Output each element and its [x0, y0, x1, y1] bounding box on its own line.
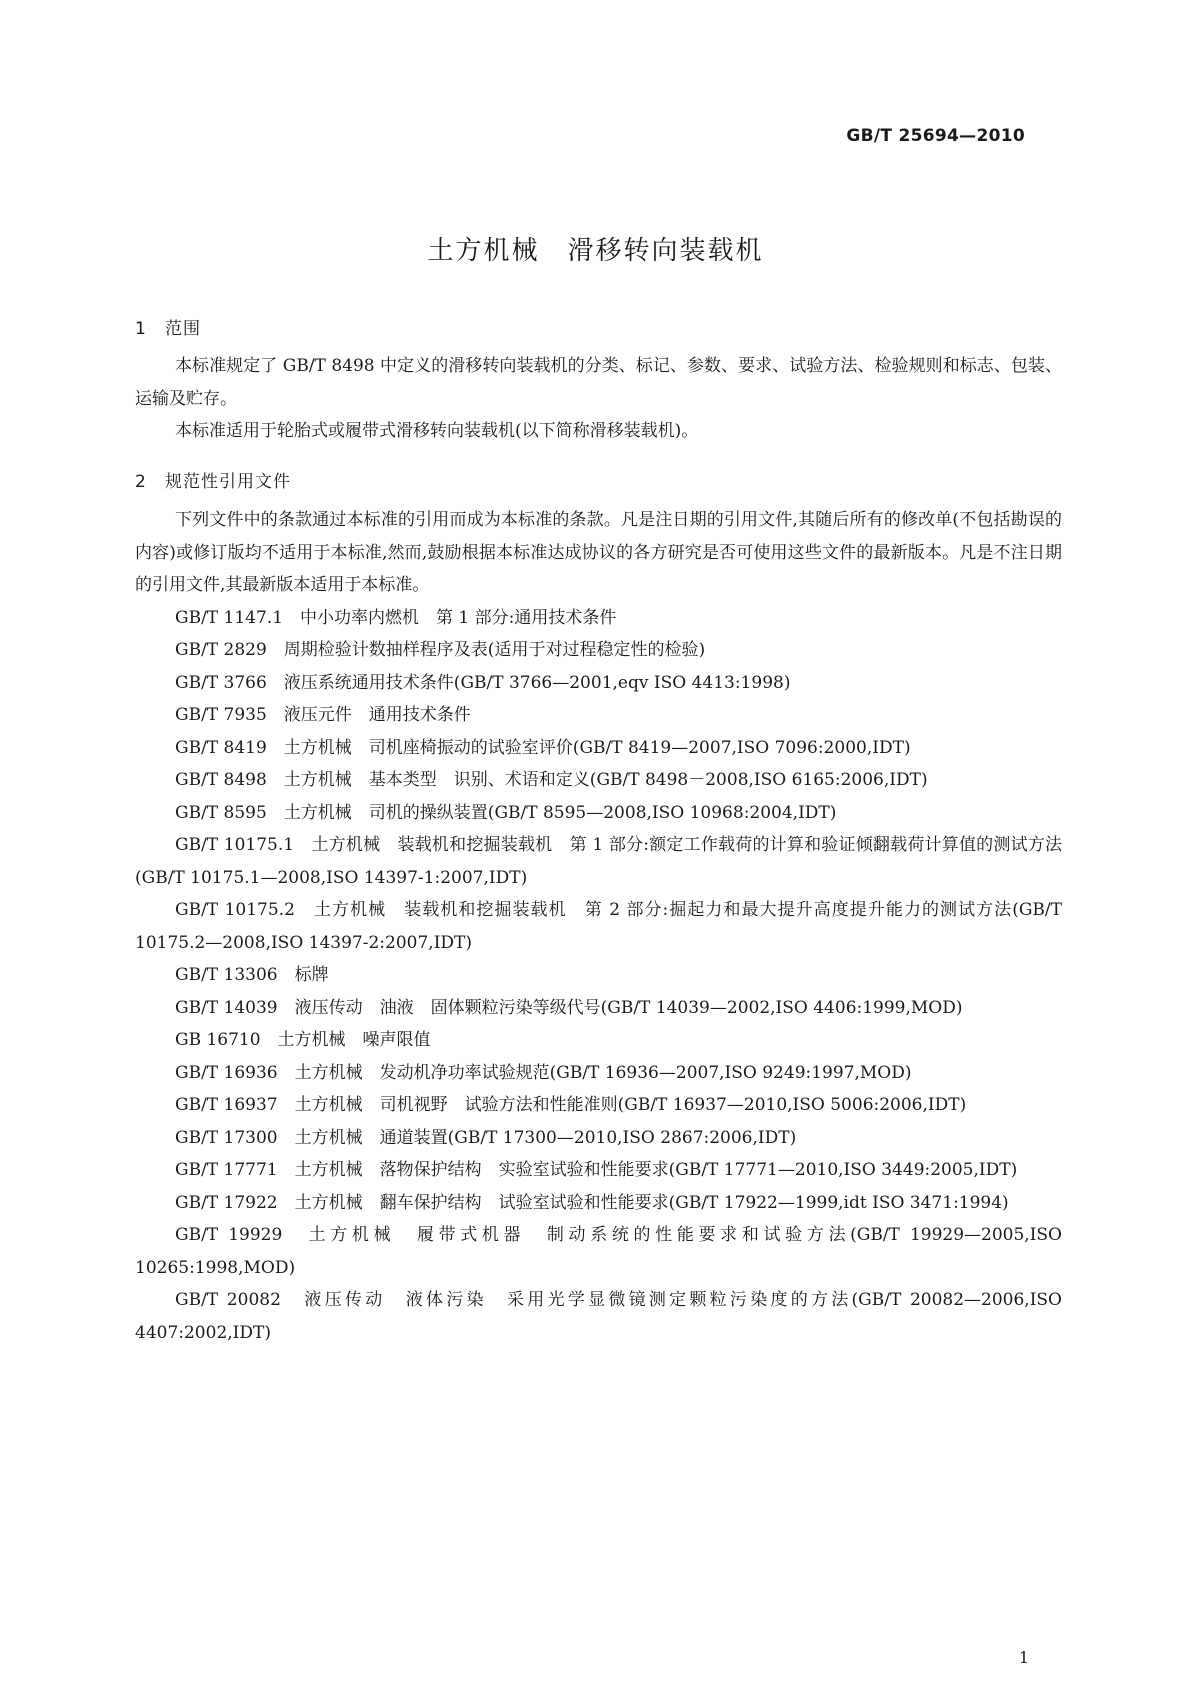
reference-item: GB/T 8419 土方机械 司机座椅振动的试验室评价(GB/T 8419—2007,ISO 7096:2000,IDT) — [175, 737, 911, 758]
paragraph: 本标准适用于轮胎式或履带式滑移转向装载机(以下简称滑移装载机)。 — [175, 421, 699, 441]
standard-code: GB/T 25694—2010 — [846, 126, 1025, 146]
reference-item: GB/T 16936 土方机械 发动机净功率试验规范(GB/T 16936—2007,ISO 9249:1997,MOD) — [175, 1062, 912, 1083]
reference-item: GB/T 14039 液压传动 油液 固体颗粒污染等级代号(GB/T 14039—2002,ISO 4406:1999,MOD) — [175, 997, 963, 1018]
reference-item: GB/T 8498 土方机械 基本类型 识别、术语和定义(GB/T 8498－2008,ISO 6165:2006,IDT) — [175, 770, 928, 790]
reference-item: GB 16710 土方机械 噪声限值 — [175, 1030, 431, 1050]
reference-item: GB/T 17922 土方机械 翻车保护结构 试验室试验和性能要求(GB/T 17922—1999,idt ISO 3471:1994) — [175, 1192, 1009, 1213]
reference-item: GB/T 10175.1 土方机械 装载机和挖掘装载机 第 1 部分:额定工作载荷的计算和验证倾翻载荷计算值的测试方法(GB/T 10175.1—2008,ISO 14397-1:2007,IDT) — [135, 835, 1062, 888]
reference-item: GB/T 19929 土方机械 履带式机器 制动系统的性能要求和试验方法(GB/T 19929—2005,ISO 10265:1998,MOD) — [135, 1225, 1068, 1278]
section-1-heading — [135, 314, 201, 339]
reference-item: GB/T 17771 土方机械 落物保护结构 实验室试验和性能要求(GB/T 17771—2010,ISO 3449:2005,IDT) — [175, 1160, 1018, 1180]
reference-item: GB/T 10175.2 土方机械 装载机和挖掘装载机 第 2 部分:掘起力和最大提升高度提升能力的测试方法(GB/T 10175.2—2008,ISO 14397-2:2007,IDT) — [135, 900, 1068, 953]
reference-item: GB/T 8595 土方机械 司机的操纵装置(GB/T 8595—2008,ISO 10968:2004,IDT) — [175, 802, 837, 823]
reference-item: GB/T 3766 液压系统通用技术条件(GB/T 3766—2001,eqv ISO 4413:1998) — [175, 672, 791, 693]
page-number: 1 — [1018, 1648, 1029, 1667]
reference-item: GB/T 1147.1 中小功率内燃机 第 1 部分:通用技术条件 — [175, 607, 617, 628]
reference-item: GB/T 17300 土方机械 通道装置(GB/T 17300—2010,ISO 2867:2006,IDT) — [175, 1127, 797, 1148]
reference-item: GB/T 7935 液压元件 通用技术条件 — [175, 705, 471, 725]
section-2-body — [135, 504, 1068, 1349]
reference-item: GB/T 16937 土方机械 司机视野 试验方法和性能准则(GB/T 16937—2010,ISO 5006:2006,IDT) — [175, 1095, 967, 1115]
paragraph: 本标准规定了 GB/T 8498 中定义的滑移转向装载机的分类、标记、参数、要求、试验方法、检验规则和标志、包装、运输及贮存。 — [135, 356, 1062, 409]
reference-item: GB/T 20082 液压传动 液体污染 采用光学显微镜测定颗粒污染度的方法(GB/T 20082—2006,ISO 4407:2002,IDT) — [135, 1290, 1068, 1343]
reference-item: GB/T 2829 周期检验计数抽样程序及表(适用于对过程稳定性的检验) — [175, 640, 706, 660]
section-1-body — [135, 350, 1062, 448]
document-title: 土方机械 滑移转向装载机 — [427, 236, 764, 266]
reference-item: GB/T 13306 标牌 — [175, 965, 329, 985]
section-number: 2 — [135, 472, 147, 492]
section-title: 范围 — [165, 319, 201, 339]
section-number: 1 — [135, 319, 147, 339]
section-2-heading — [135, 467, 291, 492]
section-title: 规范性引用文件 — [165, 472, 291, 492]
paragraph: 下列文件中的条款通过本标准的引用而成为本标准的条款。凡是注日期的引用文件,其随后所有的修改单(不包括勘误的内容)或修订版均不适用于本标准,然而,鼓励根据本标准达成协议的各方研究是否可使用这些文件的最新版本。凡是不注日期的引用文件,其最新版本适用于本标准。 — [135, 510, 1062, 595]
